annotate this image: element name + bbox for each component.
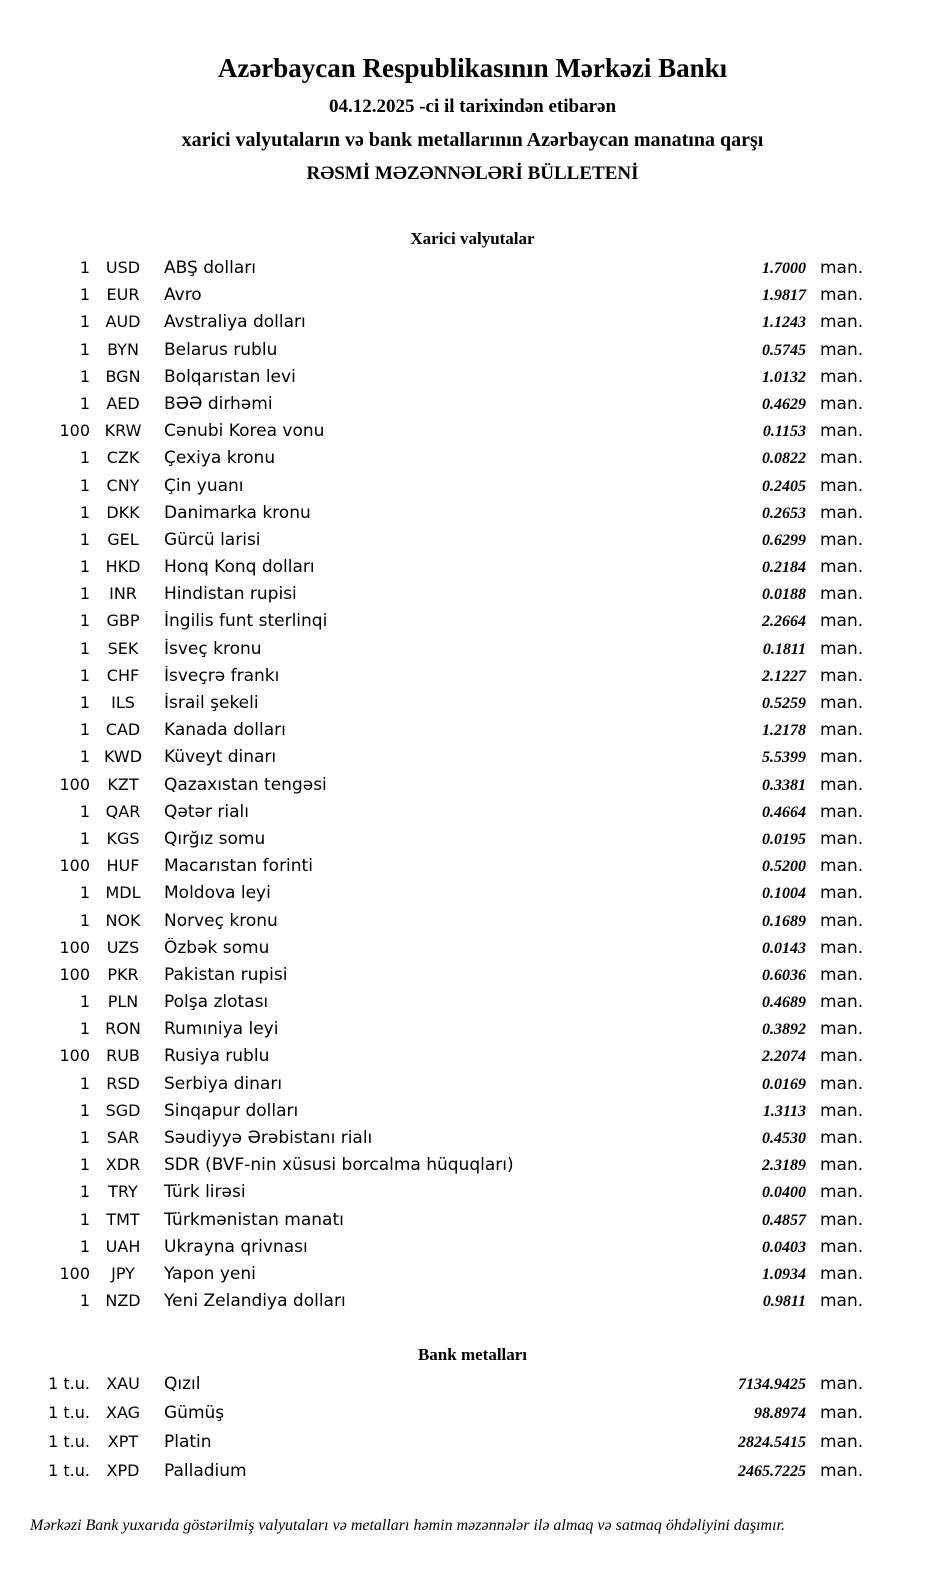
quantity-value: 100 [59, 856, 90, 876]
currency-name: Özbək somu [164, 937, 270, 958]
unit-label: man. [820, 1155, 864, 1176]
unit-label: man. [820, 964, 864, 985]
table-row [0, 1128, 868, 1155]
quantity-value: 100 [59, 937, 90, 957]
currency-code: CNY [106, 475, 140, 495]
exchange-rate: 0.6299 [762, 531, 806, 549]
unit-label: man. [820, 502, 864, 523]
currency-name: Palladium [164, 1461, 247, 1482]
currency-code: NZD [105, 1291, 141, 1311]
exchange-rate: 0.4664 [762, 803, 806, 821]
currency-name: Qızıl [164, 1374, 201, 1395]
table-row [0, 965, 868, 992]
exchange-rate: 0.4689 [762, 994, 806, 1012]
currency-code: HUF [106, 856, 140, 876]
unit-label: man. [820, 1461, 864, 1482]
unit-label: man. [820, 1291, 864, 1312]
currency-code: BGN [105, 366, 141, 386]
currency-name: İsveçrə frankı [164, 665, 280, 686]
table-row [0, 530, 868, 557]
currency-name: Danimarka kronu [164, 502, 311, 523]
quantity-value: 1 [79, 665, 90, 685]
exchange-rate: 0.4530 [762, 1130, 806, 1147]
quantity-value: 1 [79, 1291, 90, 1311]
quantity-value: 100 [59, 964, 90, 984]
unit-label: man. [820, 421, 864, 442]
table-row [0, 503, 868, 530]
exchange-rate: 1.7000 [762, 260, 806, 277]
unit-label: man. [820, 1236, 864, 1257]
quantity-value: 1 [79, 828, 90, 848]
table-row [0, 285, 868, 312]
quantity-value: 1 [79, 475, 90, 495]
currencies-section-title: Xarici valyutalar [410, 229, 535, 248]
currency-name: Moldova leyi [164, 883, 271, 904]
quantity-value: 1 [79, 1182, 90, 1202]
currency-code: CAD [105, 720, 141, 740]
exchange-rate: 1.2178 [762, 722, 806, 740]
currency-code: XAU [106, 1374, 140, 1394]
quantity-value: 1 [79, 1236, 90, 1256]
unit-label: man. [820, 883, 864, 904]
currency-name: BƏƏ dirhəmi [164, 393, 273, 414]
currency-code: XPD [106, 1461, 140, 1481]
effective-date-line: 04.12.2025 -ci il tarixindən etibarən [328, 96, 617, 117]
currency-name: Polşa zlotası [164, 992, 269, 1013]
quantity-value: 1 [79, 910, 90, 930]
currency-name: Sinqapur dolları [164, 1100, 299, 1121]
table-row [0, 340, 868, 367]
unit-label: man. [820, 1263, 864, 1284]
currency-name: Platin [164, 1432, 212, 1453]
unit-label: man. [820, 448, 864, 469]
currency-code: QAR [105, 801, 141, 821]
quantity-value: 1 [79, 1019, 90, 1039]
unit-label: man. [820, 1209, 864, 1230]
table-row [0, 448, 868, 475]
table-row [0, 775, 868, 802]
table-row [0, 693, 868, 720]
exchange-rate: 0.1153 [762, 423, 806, 441]
currency-code: BYN [107, 339, 139, 359]
currency-name: Gürcü larisi [164, 529, 261, 550]
exchange-rate: 0.0400 [762, 1184, 806, 1202]
unit-label: man. [820, 828, 864, 849]
quantity-value: 1 [79, 611, 90, 631]
quantity-value: 1 [79, 883, 90, 903]
exchange-rate: 0.5259 [762, 695, 806, 712]
currency-name: Cənubi Korea vonu [164, 421, 325, 442]
table-row [0, 1237, 868, 1264]
quantity-value: 1 [79, 1155, 90, 1175]
quantity-value: 1 [79, 1128, 90, 1147]
quantity-value: 1 t.u. [48, 1461, 90, 1481]
table-row [0, 1074, 868, 1101]
quantity-value: 100 [59, 1263, 90, 1283]
currency-name: Rumıniya leyi [164, 1019, 279, 1040]
currency-code: UAH [105, 1236, 141, 1256]
currency-name: Səudiyyə Ərəbistanı rialı [164, 1128, 373, 1148]
currency-code: ILS [111, 693, 135, 712]
currency-code: NOK [105, 910, 141, 930]
currency-code: MDL [105, 883, 141, 903]
exchange-rate: 0.0195 [762, 830, 806, 848]
quantity-value: 1 t.u. [48, 1374, 90, 1394]
exchange-rate: 2.2664 [762, 613, 806, 631]
currency-name: İsveç kronu [164, 638, 262, 659]
currency-code: SEK [107, 638, 139, 658]
currencies-table [0, 258, 945, 1318]
currency-code: KZT [107, 774, 139, 794]
quantity-value: 1 [79, 393, 90, 413]
currency-code: XAG [105, 1403, 141, 1423]
currency-code: EUR [106, 285, 140, 305]
quantity-value: 1 [79, 747, 90, 767]
exchange-rate: 0.9811 [762, 1293, 806, 1311]
quantity-value: 100 [59, 774, 90, 794]
currency-code: KGS [106, 828, 140, 848]
table-row [0, 557, 868, 584]
unit-label: man. [820, 1073, 864, 1094]
unit-label: man. [820, 638, 864, 659]
unit-label: man. [820, 1432, 864, 1453]
table-row [0, 747, 868, 774]
quantity-value: 1 [79, 366, 90, 386]
bulletin-title: RƏSMİ MƏZƏNNƏLƏRİ BÜLLETENİ [306, 163, 639, 184]
quantity-value: 1 [79, 584, 90, 604]
quantity-value: 1 [79, 1209, 90, 1229]
table-row [0, 720, 868, 747]
table-row [0, 367, 868, 394]
currency-code: USD [105, 258, 141, 277]
quantity-value: 1 [79, 339, 90, 359]
quantity-value: 1 [79, 1073, 90, 1093]
currency-code: RSD [106, 1073, 140, 1093]
currency-code: GEL [107, 529, 139, 549]
unit-label: man. [820, 665, 864, 686]
currency-code: CZK [106, 448, 140, 468]
currency-code: TRY [108, 1182, 138, 1202]
quantity-value: 1 [79, 557, 90, 577]
exchange-rate: 0.3381 [762, 776, 806, 794]
quantity-value: 1 [79, 992, 90, 1012]
exchange-rate: 1.3113 [762, 1102, 806, 1120]
unit-label: man. [820, 1019, 864, 1040]
exchange-rate: 5.5399 [762, 749, 806, 767]
currency-code: PLN [107, 992, 139, 1012]
exchange-rate: 0.0169 [762, 1075, 806, 1093]
quantity-value: 1 [79, 720, 90, 740]
currency-name: Türkmənistan manatı [164, 1209, 344, 1230]
unit-label: man. [820, 285, 864, 306]
exchange-rate: 1.0132 [762, 368, 806, 386]
unit-label: man. [820, 801, 864, 822]
quantity-value: 100 [59, 421, 90, 441]
currency-code: TMT [106, 1209, 140, 1229]
currency-name: Küveyt dinarı [164, 747, 277, 768]
currency-code: KRW [104, 421, 142, 441]
table-row [0, 938, 868, 965]
table-row [0, 258, 868, 285]
currency-name: SDR (BVF-nin xüsusi borcalma hüquqları) [164, 1155, 514, 1176]
exchange-rate: 98.8974 [754, 1405, 806, 1423]
exchange-rate: 2.3189 [762, 1157, 806, 1175]
unit-label: man. [820, 693, 864, 713]
unit-label: man. [820, 1046, 864, 1067]
quantity-value: 1 [79, 312, 90, 332]
exchange-rate: 0.1811 [762, 640, 806, 658]
quantity-value: 1 [79, 258, 90, 277]
table-row [0, 1182, 868, 1209]
currency-name: ABŞ dolları [164, 258, 256, 278]
currency-code: RON [105, 1019, 141, 1039]
unit-label: man. [820, 258, 864, 278]
table-row [0, 1155, 868, 1182]
unit-label: man. [820, 529, 864, 550]
bank-name-title: Azərbaycan Respublikasının Mərkəzi Bankı [217, 53, 728, 83]
currency-name: Qətər rialı [164, 801, 249, 822]
exchange-rate: 2465.7225 [738, 1463, 806, 1481]
table-row [0, 421, 868, 448]
currency-code: SAR [106, 1128, 140, 1147]
currency-name: Kanada dolları [164, 720, 286, 741]
exchange-rate: 0.6036 [762, 966, 806, 984]
currency-code: CHF [106, 665, 140, 685]
currency-code: HKD [105, 557, 141, 577]
table-row [0, 1264, 868, 1291]
currency-name: Yeni Zelandiya dolları [164, 1291, 346, 1312]
metals-section-title: Bank metalları [417, 1345, 528, 1365]
unit-label: man. [820, 937, 864, 958]
exchange-rate: 1.1243 [762, 314, 806, 332]
exchange-rate: 0.3892 [762, 1021, 806, 1039]
unit-label: man. [820, 856, 864, 877]
currency-code: XPT [107, 1432, 139, 1452]
currency-code: RUB [106, 1046, 140, 1066]
table-row [0, 639, 868, 666]
table-row [0, 611, 868, 638]
unit-label: man. [820, 393, 864, 414]
unit-label: man. [820, 1100, 864, 1121]
currency-code: PKR [107, 964, 139, 984]
exchange-rate: 0.1004 [762, 885, 806, 903]
currency-name: İngilis funt sterlinqi [164, 611, 328, 632]
exchange-rate: 1.0934 [762, 1265, 806, 1283]
quantity-value: 100 [59, 1046, 90, 1066]
unit-label: man. [820, 366, 864, 387]
unit-label: man. [820, 910, 864, 931]
unit-label: man. [820, 720, 864, 741]
exchange-rate: 2.1227 [762, 667, 806, 685]
exchange-rate: 2824.5415 [738, 1434, 806, 1452]
quantity-value: 1 [79, 801, 90, 821]
table-row [0, 666, 868, 693]
unit-label: man. [820, 475, 864, 496]
table-row [0, 856, 868, 883]
currency-name: Avstraliya dolları [164, 312, 306, 333]
exchange-rate: 0.1689 [762, 912, 806, 930]
currency-name: Çexiya kronu [164, 448, 276, 469]
unit-label: man. [820, 312, 864, 333]
currency-name: Türk lirəsi [164, 1182, 246, 1203]
exchange-rate: 0.4857 [762, 1211, 806, 1229]
unit-label: man. [820, 1182, 864, 1203]
quantity-value: 1 t.u. [48, 1432, 90, 1452]
currency-name: Bolqarıstan levi [164, 366, 296, 387]
table-row [0, 584, 868, 611]
quantity-value: 1 [79, 448, 90, 468]
currency-name: Gümüş [164, 1403, 225, 1424]
exchange-rate: 0.2653 [762, 504, 806, 522]
quantity-value: 1 [79, 1100, 90, 1120]
currency-code: UZS [106, 937, 140, 957]
table-row [0, 883, 868, 910]
exchange-rate: 0.0188 [762, 586, 806, 604]
currency-name: Avro [164, 285, 202, 306]
unit-label: man. [820, 774, 864, 795]
exchange-rate: 0.0403 [762, 1238, 806, 1256]
currency-code: GBP [106, 611, 140, 631]
currency-code: JPY [111, 1263, 135, 1283]
currency-name: Çin yuanı [164, 475, 244, 496]
currency-code: SGD [105, 1100, 141, 1120]
table-row [0, 1101, 868, 1128]
unit-label: man. [820, 992, 864, 1013]
table-row [0, 1019, 868, 1046]
exchange-rate: 7134.9425 [738, 1376, 806, 1394]
unit-label: man. [820, 339, 864, 360]
table-row [0, 829, 868, 856]
exchange-rate: 0.5200 [762, 858, 806, 876]
currency-name: Yapon yeni [164, 1263, 256, 1284]
table-row [0, 1291, 868, 1318]
table-row [0, 1432, 868, 1461]
currency-code: AED [106, 393, 140, 413]
exchange-rate: 0.5745 [762, 341, 806, 359]
disclaimer-text: Mərkəzi Bank yuxarıda göstərilmiş valyutaları və metalları həmin məzənnələr ilə almaq və satmaq öhdəliyini daşımır. [30, 1517, 785, 1535]
table-row [0, 1374, 868, 1403]
bulletin-subtitle: xarici valyutaların və bank metallarının Azərbaycan manatına qarşı [181, 129, 764, 151]
currency-name: Norveç kronu [164, 910, 278, 931]
currency-name: İsrail şekeli [164, 693, 259, 713]
unit-label: man. [820, 557, 864, 578]
exchange-rate: 0.2405 [762, 477, 806, 495]
currency-code: XDR [105, 1155, 141, 1175]
table-row [0, 802, 868, 829]
exchange-rate: 0.0822 [762, 450, 806, 468]
currency-name: Hindistan rupisi [164, 584, 297, 605]
table-row [0, 312, 868, 339]
table-row [0, 1403, 868, 1432]
exchange-rate: 1.9817 [762, 287, 806, 305]
currency-code: AUD [105, 312, 141, 332]
exchange-rate: 0.4629 [762, 395, 806, 413]
table-row [0, 1210, 868, 1237]
unit-label: man. [820, 1403, 864, 1424]
currency-name: Belarus rublu [164, 339, 278, 360]
quantity-value: 1 [79, 285, 90, 305]
quantity-value: 1 [79, 529, 90, 549]
currency-name: Macarıstan forinti [164, 856, 313, 877]
currency-name: Pakistan rupisi [164, 964, 288, 985]
table-row [0, 476, 868, 503]
currency-name: Ukrayna qrivnası [164, 1236, 308, 1257]
quantity-value: 1 t.u. [48, 1403, 90, 1423]
unit-label: man. [820, 747, 864, 768]
currency-code: KWD [103, 747, 143, 767]
table-row [0, 1046, 868, 1073]
table-row [0, 1461, 868, 1490]
currency-name: Honq Konq dolları [164, 557, 315, 578]
currency-name: Qırğız somu [164, 828, 266, 849]
currency-name: Rusiya rublu [164, 1046, 270, 1067]
quantity-value: 1 [79, 693, 90, 712]
exchange-rate: 0.2184 [762, 559, 806, 577]
exchange-rate: 0.0143 [762, 939, 806, 957]
quantity-value: 1 [79, 502, 90, 522]
table-row [0, 394, 868, 421]
currency-name: Serbiya dinarı [164, 1073, 283, 1094]
table-row [0, 992, 868, 1019]
quantity-value: 1 [79, 638, 90, 658]
unit-label: man. [820, 584, 864, 605]
metals-table [0, 1374, 945, 1490]
currency-code: DKK [106, 502, 140, 522]
unit-label: man. [820, 1128, 864, 1148]
exchange-rate: 2.2074 [762, 1048, 806, 1066]
unit-label: man. [820, 1374, 864, 1395]
unit-label: man. [820, 611, 864, 632]
table-row [0, 911, 868, 938]
currency-code: INR [109, 584, 137, 604]
currency-name: Qazaxıstan tengəsi [164, 774, 327, 795]
